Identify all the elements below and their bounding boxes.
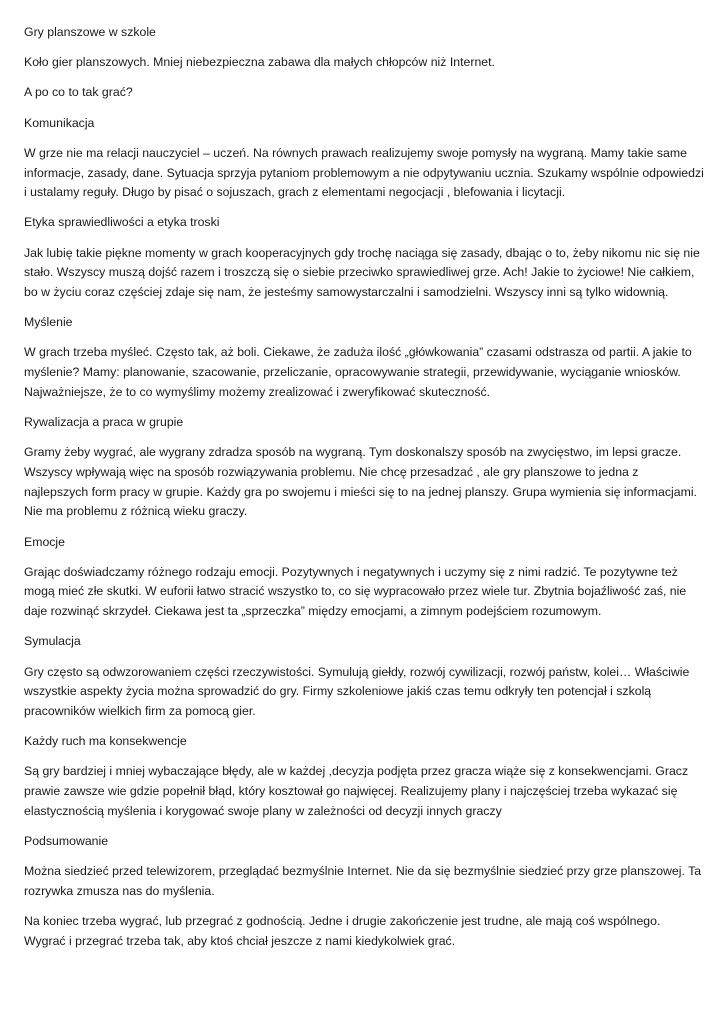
section-heading-komunikacja: Komunikacja [24,115,95,130]
section-heading-symulacja: Symulacja [24,634,81,649]
body-paragraph-podsumowanie-2: Na koniec trzeba wygrać, lub przegrać z godnością. Jedne i drugie zakończenie jest trudne, ale mają coś wspólnego. Wygrać i przegrać trzeba tak, aby ktoś chciał jeszcze z nami kiedykolwiek grać. [24,914,661,948]
section-heading-konsekwencje: Każdy ruch ma konsekwencje [24,734,187,749]
section-heading-emocje: Emocje [24,534,66,549]
body-paragraph-myslenie: W grach trzeba myśleć. Często tak, aż boli. Ciekawe, że zaduża ilość „główkowania” czasami odstrasza od partii. A jakie to myślenie? Mamy: planowanie, szacowanie, przeliczanie, opracowywanie strategii, przewidywanie, wyciąganie wniosków. Najważniejsze, że to co wymyślimy możemy zrealizować i zweryfikować skuteczność. [24,345,692,399]
body-paragraph-rywalizacja: Gramy żeby wygrać, ale wygrany zdradza sposób na wygraną. Tym doskonalszy sposób na zwycięstwo, im lepsi gracze. Wszyscy wpływają więc na sposób rozwiązywania problemu. Nie chcę przesadzać , ale gry planszowe to jedna z najlepszych form pracy w grupie. Każdy gra po swojemu i mieści się to na jednej planszy. Grupa wymienia się informacjami. Nie ma problemu z różnicą wieku graczy. [24,445,697,519]
document-body [24,23,704,962]
body-paragraph-komunikacja: W grze nie ma relacji nauczyciel – uczeń. Na równych prawach realizujemy swoje pomysły na wygraną. Mamy takie same informacje, zasady, dane. Sytuacja sprzyja pytaniom problemowym a nie odpytywaniu ucznia. Szukamy wspólnie odpowiedzi i ustalamy reguły. Długo by pisać o sojuszach, grach z elementami negocjacji , blefowania i licytacji. [24,145,704,200]
body-paragraph-etyka: Jak lubię takie piękne momenty w grach kooperacyjnych gdy trochę naciąga się zasady, dbając o to, żeby nikomu nic się nie stało. Wszyscy muszą dojść razem i troszczą się o siebie przeciwko sprawiedliwej grze. Ach! Jakie to życiowe! Nie całkiem, bo w życiu coraz częściej zdaje się nam, że jesteśmy samowystarczalni i samodzielni. Wszyscy inni są tylko widownią. [24,245,700,300]
section-heading-etyka: Etyka sprawiedliwości a etyka troski [24,215,220,230]
section-heading-podsumowanie: Podsumowanie [24,834,109,848]
question-paragraph: A po co to tak grać? [24,85,133,100]
document-title: Gry planszowe w szkole [24,25,156,39]
section-heading-myslenie: Myślenie [24,315,73,330]
body-paragraph-symulacja: Gry często są odwzorowaniem części rzeczywistości. Symulują giełdy, rozwój cywilizacji, rozwój państw, kolei… Właściwie wszystkie aspekty życia można sprowadzić do gry. Firmy szkoleniowe jakiś czas temu odkryły ten potencjał i szkolą pracowników wielkich firm za pomocą gier. [24,664,690,718]
body-paragraph-konsekwencje: Są gry bardziej i mniej wybaczające błędy, ale w każdej ,decyzja podjęta przez gracza wiąże się z konsekwencjami. Gracz prawie zawsze wie gdzie popełnił błąd, który kosztował go najwięcej. Realizujemy plany i najczęściej trzeba wykazać się elastycznością myślenia i korygować swoje plany w zależności od decyzji innych graczy [24,764,689,818]
section-heading-rywalizacja: Rywalizacja a praca w grupie [24,415,184,430]
body-paragraph-emocje: Grając doświadczamy różnego rodzaju emocji. Pozytywnych i negatywnych i uczymy się z nimi radzić. Te pozytywne też mogą mieć złe skutki. W euforii łatwo stracić wszystko to, co się wypracowało przez wiele tur. Zbytnia bojaźliwość zaś, nie daje rozwinąć skrzydeł. Ciekawa jest ta „sprzeczka” między emocjami, a zimnym podejściem rozumowym. [24,564,687,619]
body-paragraph-podsumowanie-1: Można siedzieć przed telewizorem, przeglądać bezmyślnie Internet. Nie da się bezmyślnie siedzieć przy grze planszowej. Ta rozrywka zmusza nas do myślenia. [24,864,702,898]
subtitle-paragraph: Koło gier planszowych. Mniej niebezpieczna zabawa dla małych chłopców niż Internet. [24,55,495,70]
